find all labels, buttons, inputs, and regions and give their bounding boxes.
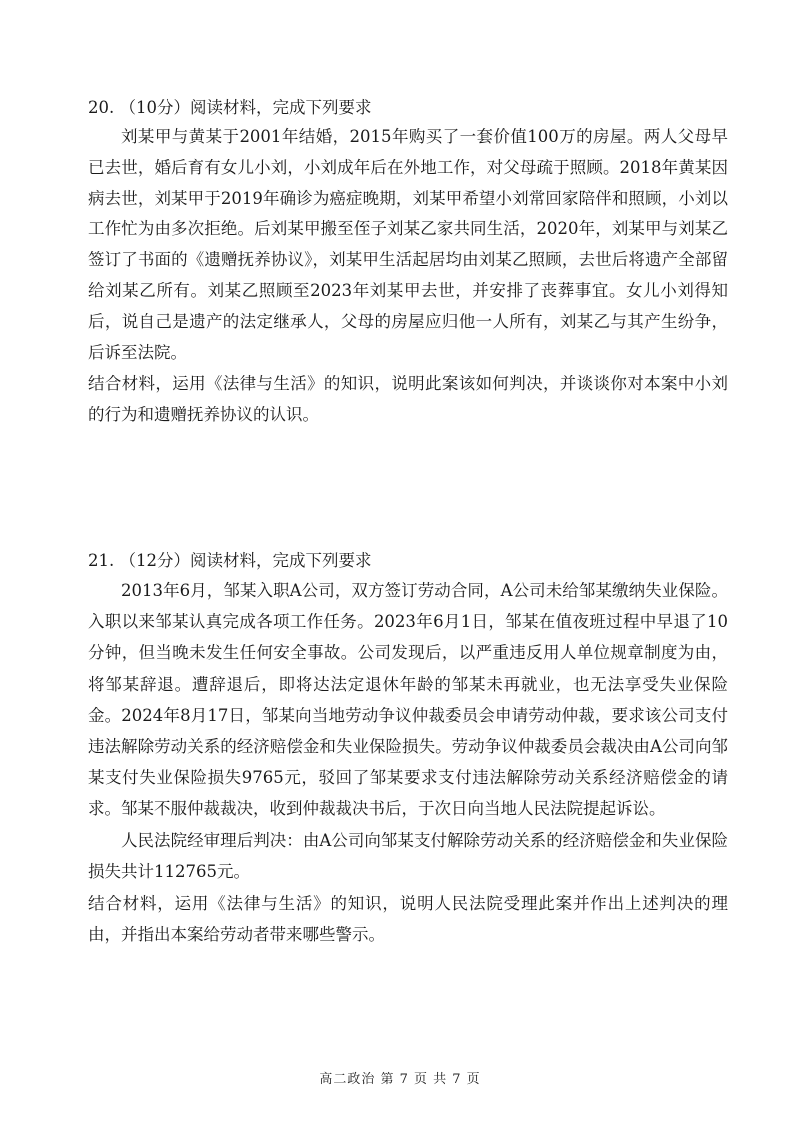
page-footer: 高二政治 第 7 页 共 7 页 xyxy=(319,1072,481,1087)
question-20-heading: 20. （10分）阅读材料，完成下列要求 xyxy=(88,98,372,117)
question-21-heading: 21. （12分）阅读材料，完成下列要求 xyxy=(88,551,372,570)
question-20 xyxy=(88,94,728,431)
question-21-material: 2013年6月，邹某入职A公司，双方签订劳动合同，A公司未给邹某缴纳失业保险。入职以来邹某认真完成各项工作任务。2023年6月1日，邹某在值夜班过程中早退了10分钟，但当晚未发生任何安全事故。公司发现后，以严重违反用人单位规章制度为由，将邹某辞退。遭辞退后，即将达法定退休年龄的邹某未再就业，也无法享受失业保险金。2024年8月17日，邹某向当地劳动争议仲裁委员会申请劳动仲裁，要求该公司支付违法解除劳动关系的经济赔偿金和失业保险损失。劳动争议仲裁委员会裁决由A公司向邹某支付失业保险损失9765元，驳回了邹某要求支付违法解除劳动关系经济赔偿金的请求。邹某不服仲裁裁决，收到仲裁裁决书后，于次日向当地人民法院提起诉讼。 xyxy=(88,581,728,819)
question-20-task: 结合材料，运用《法律与生活》的知识，说明此案该如何判决，并谈谈你对本案中小刘的行为和遗赠抚养协议的认识。 xyxy=(88,374,728,425)
question-21-task: 结合材料，运用《法律与生活》的知识，说明人民法院受理此案并作出上述判决的理由，并指出本案给劳动者带来哪些警示。 xyxy=(88,894,728,945)
question-21-judgment: 人民法院经审理后判决：由A公司向邹某支付解除劳动关系的经济赔偿金和失业保险损失共计112765元。 xyxy=(88,830,728,881)
question-20-material: 刘某甲与黄某于2001年结婚，2015年购买了一套价值100万的房屋。两人父母早已去世，婚后育有女儿小刘，小刘成年后在外地工作，对父母疏于照顾。2018年黄某因病去世，刘某甲于2019年确诊为癌症晚期，刘某甲希望小刘常回家陪伴和照顾，小刘以工作忙为由多次拒绝。后刘某甲搬至侄子刘某乙家共同生活，2020年，刘某甲与刘某乙签订了书面的《遗赠抚养协议》，刘某甲生活起居均由刘某乙照顾，去世后将遗产全部留给刘某乙所有。刘某乙照顾至2023年刘某甲去世，并安排了丧葬事宜。女儿小刘得知后，说自己是遗产的法定继承人，父母的房屋应归他一人所有，刘某乙与其产生纷争，后诉至法院。 xyxy=(88,127,728,362)
question-21 xyxy=(88,547,728,950)
